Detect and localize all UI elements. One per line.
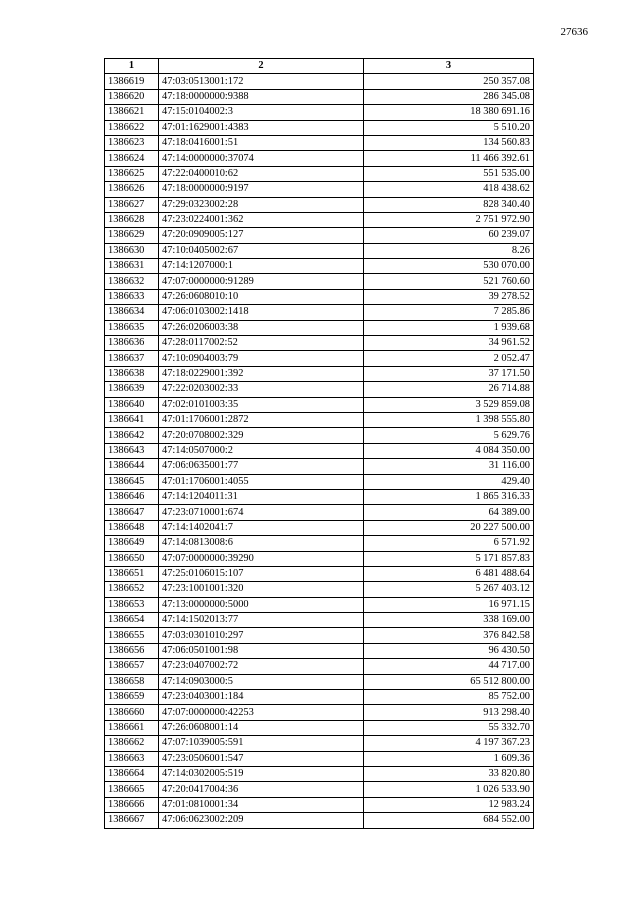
cadastral-number-cell: 47:10:0405002:67 xyxy=(159,243,364,258)
value-cell: 5 267 403.12 xyxy=(364,582,534,597)
table-row xyxy=(105,520,534,535)
cadastral-number-cell: 47:14:0000000:37074 xyxy=(159,151,364,166)
table-row xyxy=(105,459,534,474)
cadastral-number-cell: 47:14:0813008:6 xyxy=(159,536,364,551)
cadastral-number-cell: 47:14:0903000:5 xyxy=(159,674,364,689)
value-cell: 85 752.00 xyxy=(364,690,534,705)
row-number-cell: 1386643 xyxy=(105,443,159,458)
table-row xyxy=(105,428,534,443)
row-number-cell: 1386634 xyxy=(105,305,159,320)
value-cell: 684 552.00 xyxy=(364,813,534,828)
cadastral-number-cell: 47:14:1204011:31 xyxy=(159,489,364,504)
row-number-cell: 1386639 xyxy=(105,382,159,397)
table-row xyxy=(105,782,534,797)
row-number-cell: 1386653 xyxy=(105,597,159,612)
cadastral-number-cell: 47:18:0000000:9388 xyxy=(159,89,364,104)
cadastral-number-cell: 47:07:0000000:39290 xyxy=(159,551,364,566)
row-number-cell: 1386626 xyxy=(105,182,159,197)
row-number-cell: 1386665 xyxy=(105,782,159,797)
row-number-cell: 1386661 xyxy=(105,720,159,735)
cadastral-number-cell: 47:23:0407002:72 xyxy=(159,659,364,674)
value-cell: 551 535.00 xyxy=(364,166,534,181)
table-row xyxy=(105,720,534,735)
value-cell: 1 865 316.33 xyxy=(364,489,534,504)
cadastral-number-cell: 47:26:0206003:38 xyxy=(159,320,364,335)
value-cell: 34 961.52 xyxy=(364,336,534,351)
table-row xyxy=(105,351,534,366)
value-cell: 418 438.62 xyxy=(364,182,534,197)
cadastral-number-cell: 47:18:0229001:392 xyxy=(159,366,364,381)
table-row xyxy=(105,320,534,335)
cadastral-number-cell: 47:23:0403001:184 xyxy=(159,690,364,705)
cadastral-number-cell: 47:01:1706001:4055 xyxy=(159,474,364,489)
cadastral-value-table xyxy=(104,58,534,829)
value-cell: 7 285.86 xyxy=(364,305,534,320)
cadastral-number-cell: 47:18:0000000:9197 xyxy=(159,182,364,197)
cadastral-number-cell: 47:13:0000000:5000 xyxy=(159,597,364,612)
table-row xyxy=(105,797,534,812)
value-cell: 250 357.08 xyxy=(364,74,534,89)
row-number-cell: 1386662 xyxy=(105,736,159,751)
table-row xyxy=(105,274,534,289)
cadastral-number-cell: 47:14:0302005:519 xyxy=(159,766,364,781)
row-number-cell: 1386628 xyxy=(105,212,159,227)
row-number-cell: 1386619 xyxy=(105,74,159,89)
table-row xyxy=(105,197,534,212)
row-number-cell: 1386638 xyxy=(105,366,159,381)
column-header-2: 2 xyxy=(159,59,364,74)
row-number-cell: 1386636 xyxy=(105,336,159,351)
row-number-cell: 1386660 xyxy=(105,705,159,720)
row-number-cell: 1386648 xyxy=(105,520,159,535)
value-cell: 3 529 859.08 xyxy=(364,397,534,412)
table-row xyxy=(105,690,534,705)
value-cell: 828 340.40 xyxy=(364,197,534,212)
cadastral-number-cell: 47:25:0106015:107 xyxy=(159,566,364,581)
table-row xyxy=(105,813,534,828)
table-row xyxy=(105,643,534,658)
table-row xyxy=(105,705,534,720)
row-number-cell: 1386630 xyxy=(105,243,159,258)
cadastral-number-cell: 47:06:0635001:77 xyxy=(159,459,364,474)
row-number-cell: 1386625 xyxy=(105,166,159,181)
cadastral-number-cell: 47:20:0417004:36 xyxy=(159,782,364,797)
table-header xyxy=(105,59,534,74)
table-row xyxy=(105,366,534,381)
table-row xyxy=(105,382,534,397)
row-number-cell: 1386656 xyxy=(105,643,159,658)
value-cell: 6 481 488.64 xyxy=(364,566,534,581)
table-row xyxy=(105,289,534,304)
cadastral-number-cell: 47:22:0400010:62 xyxy=(159,166,364,181)
table-row xyxy=(105,505,534,520)
cadastral-number-cell: 47:03:0301010:297 xyxy=(159,628,364,643)
row-number-cell: 1386637 xyxy=(105,351,159,366)
value-cell: 134 560.83 xyxy=(364,135,534,150)
cadastral-number-cell: 47:07:1039005:591 xyxy=(159,736,364,751)
row-number-cell: 1386645 xyxy=(105,474,159,489)
table-row xyxy=(105,751,534,766)
value-cell: 20 227 500.00 xyxy=(364,520,534,535)
table-row xyxy=(105,228,534,243)
value-cell: 6 571.92 xyxy=(364,536,534,551)
table-row xyxy=(105,412,534,427)
page-number: 27636 xyxy=(560,26,588,38)
value-cell: 44 717.00 xyxy=(364,659,534,674)
table-row xyxy=(105,305,534,320)
value-cell: 4 084 350.00 xyxy=(364,443,534,458)
table-row xyxy=(105,489,534,504)
table-row xyxy=(105,74,534,89)
value-cell: 39 278.52 xyxy=(364,289,534,304)
value-cell: 16 971.15 xyxy=(364,597,534,612)
table-row xyxy=(105,120,534,135)
row-number-cell: 1386644 xyxy=(105,459,159,474)
row-number-cell: 1386623 xyxy=(105,135,159,150)
cadastral-number-cell: 47:15:0104002:3 xyxy=(159,105,364,120)
row-number-cell: 1386624 xyxy=(105,151,159,166)
value-cell: 2 751 972.90 xyxy=(364,212,534,227)
cadastral-number-cell: 47:28:0117002:52 xyxy=(159,336,364,351)
cadastral-number-cell: 47:01:1629001:4383 xyxy=(159,120,364,135)
row-number-cell: 1386659 xyxy=(105,690,159,705)
row-number-cell: 1386642 xyxy=(105,428,159,443)
cadastral-number-cell: 47:01:0810001:34 xyxy=(159,797,364,812)
table-row xyxy=(105,243,534,258)
value-cell: 913 298.40 xyxy=(364,705,534,720)
value-cell: 55 332.70 xyxy=(364,720,534,735)
row-number-cell: 1386650 xyxy=(105,551,159,566)
column-header-3: 3 xyxy=(364,59,534,74)
table-row xyxy=(105,397,534,412)
cadastral-number-cell: 47:02:0101003:35 xyxy=(159,397,364,412)
value-cell: 1 609.36 xyxy=(364,751,534,766)
value-cell: 60 239.07 xyxy=(364,228,534,243)
cadastral-number-cell: 47:26:0608001:14 xyxy=(159,720,364,735)
value-cell: 33 820.80 xyxy=(364,766,534,781)
value-cell: 2 052.47 xyxy=(364,351,534,366)
row-number-cell: 1386663 xyxy=(105,751,159,766)
row-number-cell: 1386635 xyxy=(105,320,159,335)
value-cell: 530 070.00 xyxy=(364,259,534,274)
cadastral-number-cell: 47:10:0904003:79 xyxy=(159,351,364,366)
row-number-cell: 1386657 xyxy=(105,659,159,674)
cadastral-number-cell: 47:22:0203002:33 xyxy=(159,382,364,397)
cadastral-number-cell: 47:26:0608010:10 xyxy=(159,289,364,304)
table-row xyxy=(105,105,534,120)
table-row xyxy=(105,182,534,197)
value-cell: 4 197 367.23 xyxy=(364,736,534,751)
cadastral-number-cell: 47:14:1502013:77 xyxy=(159,613,364,628)
row-number-cell: 1386651 xyxy=(105,566,159,581)
value-cell: 376 842.58 xyxy=(364,628,534,643)
cadastral-number-cell: 47:14:1402041:7 xyxy=(159,520,364,535)
value-cell: 1 398 555.80 xyxy=(364,412,534,427)
value-cell: 31 116.00 xyxy=(364,459,534,474)
table-row xyxy=(105,628,534,643)
row-number-cell: 1386666 xyxy=(105,797,159,812)
row-number-cell: 1386632 xyxy=(105,274,159,289)
table-row xyxy=(105,135,534,150)
row-number-cell: 1386646 xyxy=(105,489,159,504)
row-number-cell: 1386631 xyxy=(105,259,159,274)
row-number-cell: 1386667 xyxy=(105,813,159,828)
table-row xyxy=(105,89,534,104)
row-number-cell: 1386655 xyxy=(105,628,159,643)
value-cell: 18 380 691.16 xyxy=(364,105,534,120)
value-cell: 1 026 533.90 xyxy=(364,782,534,797)
value-cell: 8.26 xyxy=(364,243,534,258)
value-cell: 12 983.24 xyxy=(364,797,534,812)
cadastral-number-cell: 47:23:0710001:674 xyxy=(159,505,364,520)
value-cell: 429.40 xyxy=(364,474,534,489)
column-header-1: 1 xyxy=(105,59,159,74)
value-cell: 96 430.50 xyxy=(364,643,534,658)
cadastral-number-cell: 47:20:0909005:127 xyxy=(159,228,364,243)
header-row xyxy=(105,59,534,74)
value-cell: 286 345.08 xyxy=(364,89,534,104)
value-cell: 338 169.00 xyxy=(364,613,534,628)
row-number-cell: 1386620 xyxy=(105,89,159,104)
table-row xyxy=(105,212,534,227)
value-cell: 5 629.76 xyxy=(364,428,534,443)
row-number-cell: 1386652 xyxy=(105,582,159,597)
table-row xyxy=(105,674,534,689)
table-row xyxy=(105,566,534,581)
value-cell: 5 510.20 xyxy=(364,120,534,135)
table-row xyxy=(105,736,534,751)
row-number-cell: 1386633 xyxy=(105,289,159,304)
table-row xyxy=(105,443,534,458)
value-cell: 64 389.00 xyxy=(364,505,534,520)
cadastral-number-cell: 47:14:1207000:1 xyxy=(159,259,364,274)
table-row xyxy=(105,659,534,674)
table-row xyxy=(105,582,534,597)
cadastral-number-cell: 47:23:1001001:320 xyxy=(159,582,364,597)
cadastral-number-cell: 47:23:0224001:362 xyxy=(159,212,364,227)
cadastral-number-cell: 47:18:0416001:51 xyxy=(159,135,364,150)
table-row xyxy=(105,766,534,781)
row-number-cell: 1386622 xyxy=(105,120,159,135)
table-row xyxy=(105,259,534,274)
row-number-cell: 1386641 xyxy=(105,412,159,427)
cadastral-number-cell: 47:20:0708002:329 xyxy=(159,428,364,443)
cadastral-number-cell: 47:29:0323002:28 xyxy=(159,197,364,212)
cadastral-number-cell: 47:07:0000000:91289 xyxy=(159,274,364,289)
value-cell: 65 512 800.00 xyxy=(364,674,534,689)
row-number-cell: 1386658 xyxy=(105,674,159,689)
cadastral-number-cell: 47:14:0507000:2 xyxy=(159,443,364,458)
row-number-cell: 1386649 xyxy=(105,536,159,551)
table-row xyxy=(105,474,534,489)
value-cell: 5 171 857.83 xyxy=(364,551,534,566)
table-row xyxy=(105,551,534,566)
value-cell: 37 171.50 xyxy=(364,366,534,381)
table-row xyxy=(105,151,534,166)
row-number-cell: 1386647 xyxy=(105,505,159,520)
cadastral-number-cell: 47:23:0506001:547 xyxy=(159,751,364,766)
cadastral-number-cell: 47:06:0501001:98 xyxy=(159,643,364,658)
cadastral-number-cell: 47:06:0103002:1418 xyxy=(159,305,364,320)
table-row xyxy=(105,166,534,181)
row-number-cell: 1386627 xyxy=(105,197,159,212)
cadastral-number-cell: 47:07:0000000:42253 xyxy=(159,705,364,720)
value-cell: 521 760.60 xyxy=(364,274,534,289)
row-number-cell: 1386621 xyxy=(105,105,159,120)
row-number-cell: 1386640 xyxy=(105,397,159,412)
value-cell: 26 714.88 xyxy=(364,382,534,397)
value-cell: 1 939.68 xyxy=(364,320,534,335)
row-number-cell: 1386664 xyxy=(105,766,159,781)
row-number-cell: 1386654 xyxy=(105,613,159,628)
cadastral-number-cell: 47:03:0513001:172 xyxy=(159,74,364,89)
cadastral-number-cell: 47:06:0623002:209 xyxy=(159,813,364,828)
row-number-cell: 1386629 xyxy=(105,228,159,243)
table-body xyxy=(105,74,534,828)
cadastral-number-cell: 47:01:1706001:2872 xyxy=(159,412,364,427)
table-row xyxy=(105,536,534,551)
table-row xyxy=(105,336,534,351)
table-row xyxy=(105,613,534,628)
value-cell: 11 466 392.61 xyxy=(364,151,534,166)
table-row xyxy=(105,597,534,612)
